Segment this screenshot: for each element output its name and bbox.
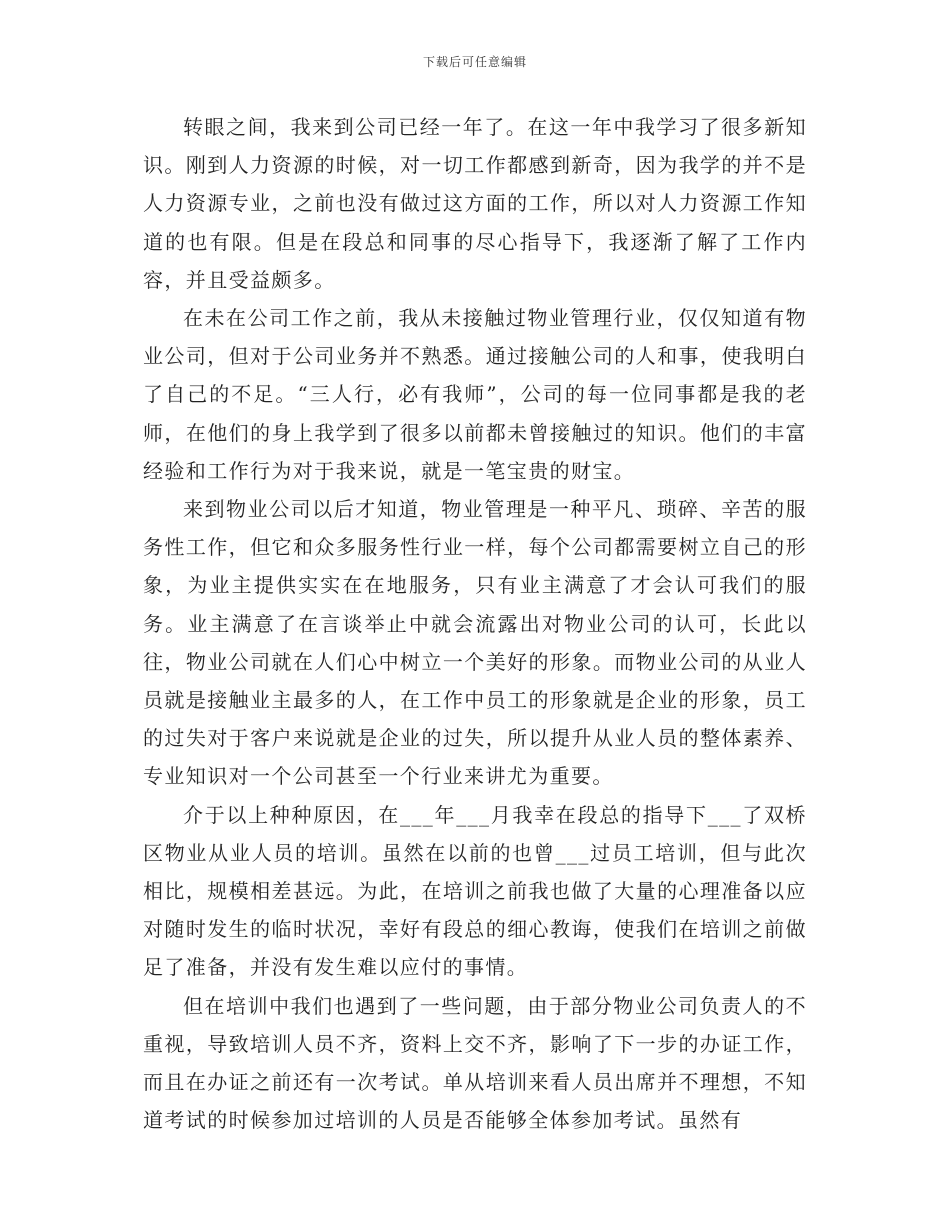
paragraph-5: 但在培训中我们也遇到了一些问题，由于部分物业公司负责人的不重视，导致培训人员不齐，资料上交不齐，影响了下一步的办证工作，而且在办证之前还有一次考试。单从培训来看人员出席并不理想，不知道考试的时候参加过培训的人员是否能够全体参加考试。虽然有 (143, 993, 807, 1133)
page-header: 下载后可任意编辑 (422, 55, 527, 69)
paragraph-3: 来到物业公司以后才知道，物业管理是一种平凡、琐碎、辛苦的服务性工作，但它和众多服务性行业一样，每个公司都需要树立自己的形象，为业主提供实实在在地服务，只有业主满意了才会认可我们的服务。业主满意了在言谈举止中就会流露出对物业公司的认可，长此以往，物业公司就在人们心中树立一个美好的形象。而物业公司的从业人员就是接触业主最多的人，在工作中员工的形象就是企业的形象，员工的过失对于客户来说就是企业的过失，所以提升从业人员的整体素养、专业知识对一个公司甚至一个行业来讲尤为重要。 (143, 497, 807, 789)
document-body (143, 108, 807, 1139)
paragraph-4: 介于以上种种原因，在___年___月我幸在段总的指导下___了双桥区物业从业人员的培训。虽然在以前的也曾___过员工培训，但与此次相比，规模相差甚远。为此，在培训之前我也做了大量的心理准备以应对随时发生的临时状况，幸好有段总的细心教诲，使我们在培训之前做足了准备，并没有发生难以应付的事情。 (143, 802, 807, 980)
paragraph-2: 在未在公司工作之前，我从未接触过物业管理行业，仅仅知道有物业公司，但对于公司业务并不熟悉。通过接触公司的人和事，使我明白了自己的不足。“三人行，必有我师”，公司的每一位同事都是我的老师，在他们的身上我学到了很多以前都未曾接触过的知识。他们的丰富经验和工作行为对于我来说，就是一笔宝贵的财宝。 (143, 306, 807, 483)
paragraph-1: 转眼之间，我来到公司已经一年了。在这一年中我学习了很多新知识。刚到人力资源的时候，对一切工作都感到新奇，因为我学的并不是人力资源专业，之前也没有做过这方面的工作，所以对人力资源工作知道的也有限。但是在段总和同事的尽心指导下，我逐渐了解了工作内容，并且受益颇多。 (143, 115, 807, 292)
